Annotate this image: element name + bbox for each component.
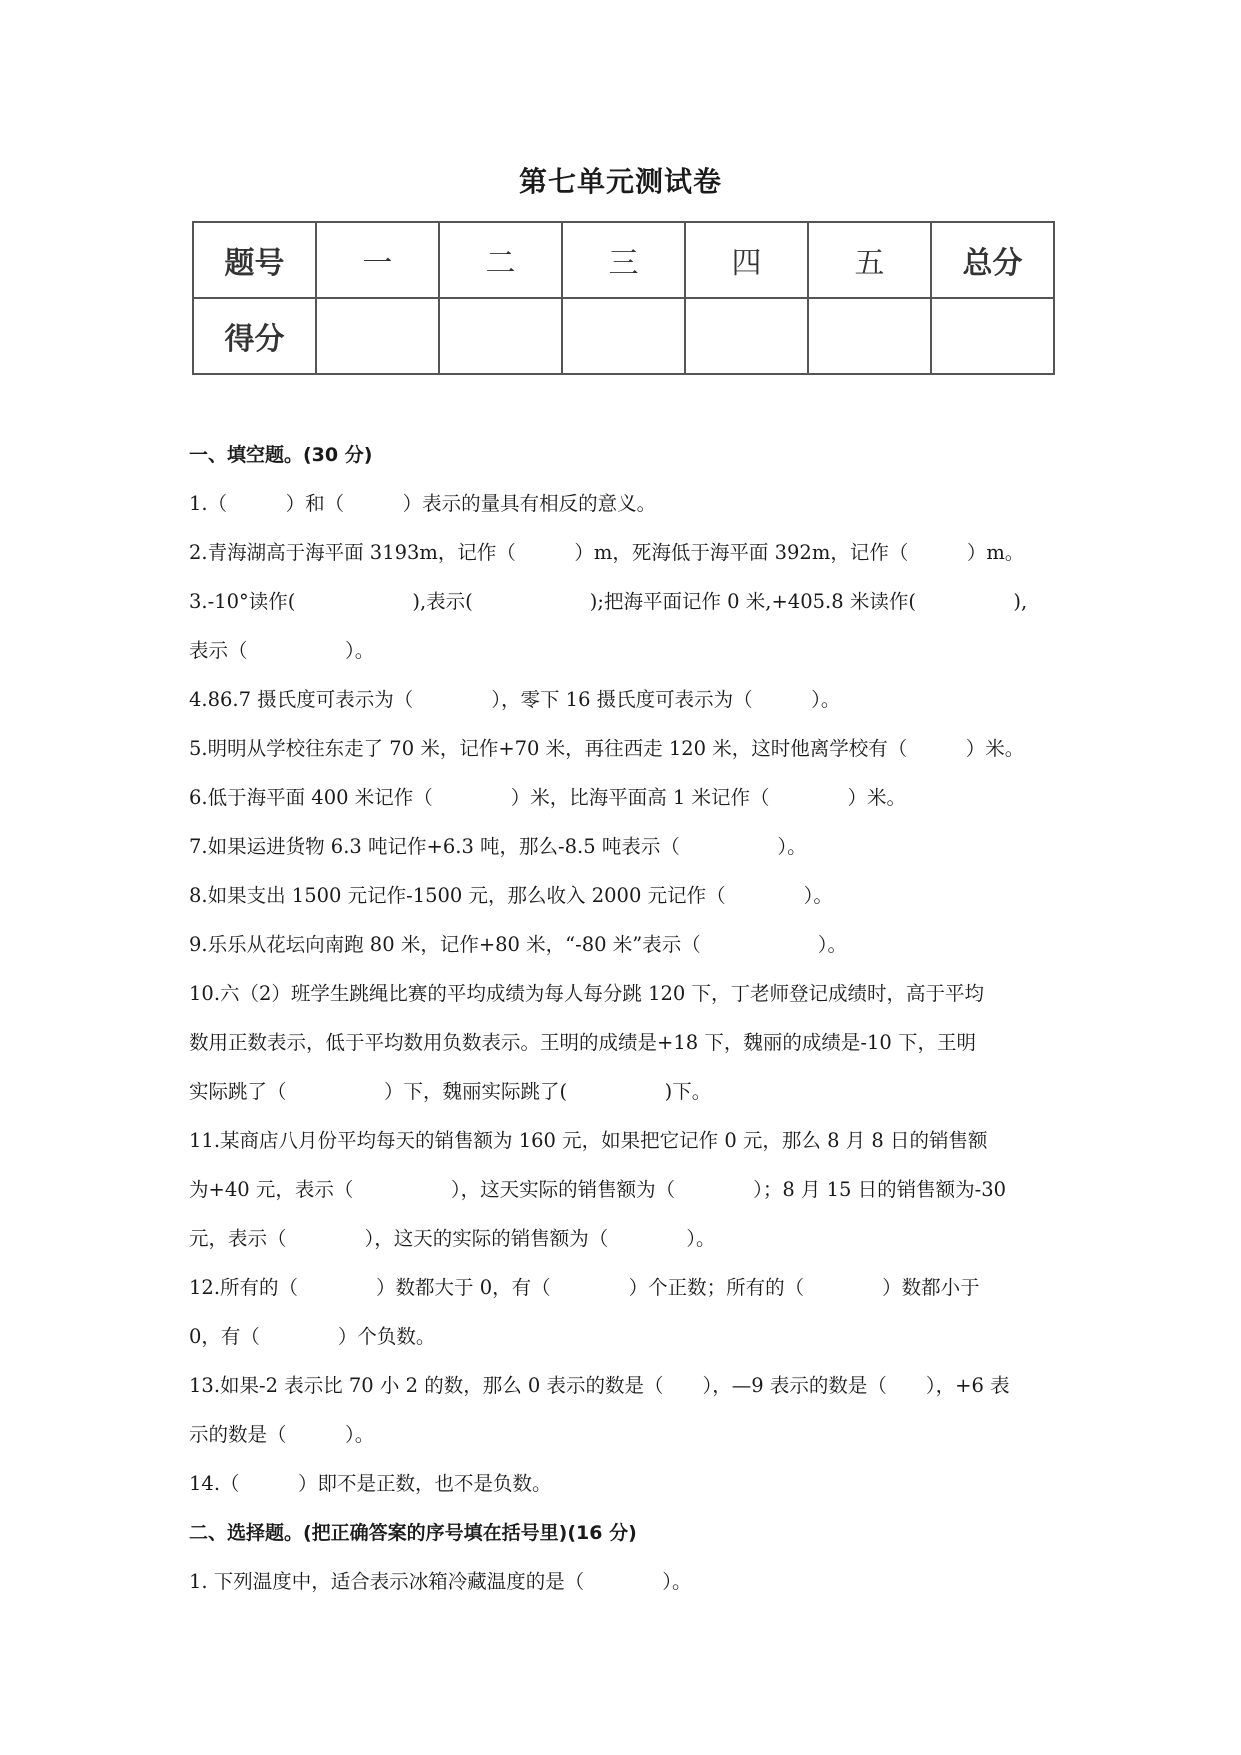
score-table-header-cell: 三: [562, 222, 685, 298]
question-line: 2.青海湖高于海平面 3193m，记作（ ）m，死海低于海平面 392m，记作（ ）m。: [189, 541, 1025, 564]
question-line: 4.86.7 摄氏度可表示为（ ），零下 16 摄氏度可表示为（ ）。: [189, 688, 841, 711]
question-content: [189, 438, 1069, 1614]
score-table-header-row: [193, 222, 1054, 298]
question-line: 示的数是（ ）。: [189, 1423, 375, 1446]
question-line: 1. 下列温度中，适合表示冰箱冷藏温度的是（ ）。: [189, 1570, 692, 1593]
question-line: 为+40 元，表示（ ），这天实际的销售额为（ ）；8 月 15 日的销售额为-30: [189, 1178, 1007, 1201]
score-table-header-cell: 二: [439, 222, 562, 298]
section-heading-fill-in: 一、填空题。(30 分): [189, 444, 373, 466]
question-line: 数用正数表示，低于平均数用负数表示。王明的成绩是+18 下，魏丽的成绩是-10 下，王明: [189, 1031, 976, 1054]
page-title: 第七单元测试卷: [518, 165, 722, 198]
question-line: 7.如果运进货物 6.3 吨记作+6.3 吨，那么-8.5 吨表示（ ）。: [189, 835, 807, 858]
question-line: 12.所有的（ ）数都大于 0，有（ ）个正数；所有的（ ）数都小于: [189, 1276, 980, 1299]
score-cell: [808, 298, 931, 374]
score-table: [192, 221, 1055, 375]
question-line: 1.（ ）和（ ）表示的量具有相反的意义。: [189, 492, 657, 515]
question-line: 9.乐乐从花坛向南跑 80 米，记作+80 米，“-80 米”表示（ ）。: [189, 933, 847, 956]
question-line: 13.如果-2 表示比 70 小 2 的数，那么 0 表示的数是（ ），—9 表示的数是（ ），+6 表: [189, 1374, 1010, 1397]
question-line: 实际跳了（ ）下，魏丽实际跳了( )下。: [189, 1080, 712, 1103]
question-line: 8.如果支出 1500 元记作-1500 元，那么收入 2000 元记作（ ）。: [189, 884, 833, 907]
question-line: 14.（ ）即不是正数，也不是负数。: [189, 1472, 552, 1495]
question-line: 11.某商店八月份平均每天的销售额为 160 元，如果把它记作 0 元，那么 8 月 8 日的销售额: [189, 1129, 988, 1152]
score-table-header-cell: 总分: [931, 222, 1054, 298]
score-cell: [685, 298, 808, 374]
question-line: 3.-10°读作( ),表示( );把海平面记作 0 米,+405.8 米读作( ),: [189, 590, 1028, 613]
score-table-header-cell: 五: [808, 222, 931, 298]
question-line: 10.六（2）班学生跳绳比赛的平均成绩为每人每分跳 120 下，丁老师登记成绩时，高于平均: [189, 982, 985, 1005]
section-heading-multiple-choice: 二、选择题。(把正确答案的序号填在括号里)(16 分): [189, 1522, 637, 1544]
question-line: 0，有（ ）个负数。: [189, 1325, 436, 1348]
score-cell: [316, 298, 439, 374]
score-table-header-cell: 一: [316, 222, 439, 298]
score-cell: [562, 298, 685, 374]
question-line: 6.低于海平面 400 米记作（ ）米，比海平面高 1 米记作（ ）米。: [189, 786, 907, 809]
score-table-header-cell: 四: [685, 222, 808, 298]
question-line: 元，表示（ ），这天的实际的销售额为（ ）。: [189, 1227, 716, 1250]
score-table-row-label: 得分: [193, 298, 316, 374]
question-line: 表示（ ）。: [189, 639, 375, 662]
score-table-header-cell: 题号: [193, 222, 316, 298]
score-table-score-row: [193, 298, 1054, 374]
score-cell: [931, 298, 1054, 374]
score-cell: [439, 298, 562, 374]
question-line: 5.明明从学校往东走了 70 米，记作+70 米，再往西走 120 米，这时他离学校有（ ）米。: [189, 737, 1025, 760]
